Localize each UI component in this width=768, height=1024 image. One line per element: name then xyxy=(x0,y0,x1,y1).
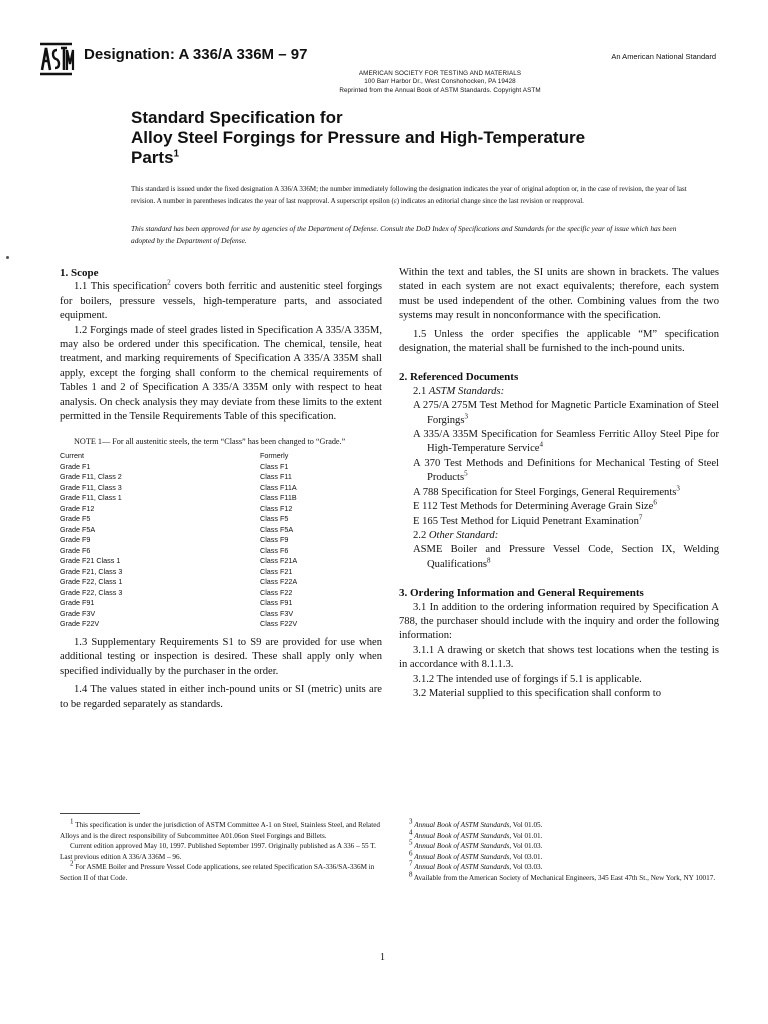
footnote: 2 For ASME Boiler and Pressure Vessel Code applications, see related Specification SA-336/SA-336M in Section II of that Code. xyxy=(60,859,375,882)
grade-formerly: Class F5A xyxy=(260,524,294,534)
note-1: NOTE 1— For all austenitic steels, the term “Class” has been changed to “Grade.” xyxy=(74,437,346,447)
title-line-1: Standard Specification for xyxy=(131,108,343,127)
grade-current: Grade F11, Class 2 xyxy=(60,472,122,482)
grade-row xyxy=(60,462,382,473)
footnote: 6 Annual Book of ASTM Standards, Vol 03.01. xyxy=(409,849,543,861)
footnote: 5 Annual Book of ASTM Standards, Vol 01.03. xyxy=(409,838,543,850)
scan-mark xyxy=(6,256,9,259)
grade-row xyxy=(60,619,382,630)
grade-formerly: Class F11B xyxy=(260,493,297,503)
paragraph-1-4: 1.4 The values stated in either inch-pound units or SI (metric) units are to be regarded separately as standards. xyxy=(60,684,382,710)
grade-current: Grade F5A xyxy=(60,524,96,534)
paragraph-3-1-1: 3.1.1 A drawing or sketch that shows test locations when the testing is in accordance with 8.1.1.3. xyxy=(399,644,719,671)
grade-current: Grade F22V xyxy=(60,619,100,629)
grade-formerly: Class F6 xyxy=(260,545,289,555)
footnote: 4 Annual Book of ASTM Standards, Vol 01.01. xyxy=(409,828,543,840)
footnote: 1 This specification is under the jurisdiction of ASTM Committee A-1 on Steel, Stainless Steel, and Related Alloys and is the direct responsibility of Subcommittee A01.06on Steel Forgings and Billets. xyxy=(60,817,380,840)
footnotes-right xyxy=(399,813,719,883)
grade-table xyxy=(60,451,382,630)
referenced-documents-heading: 2. Referenced Documents xyxy=(399,371,519,384)
grade-row xyxy=(60,609,382,620)
grade-formerly: Class F11 xyxy=(260,472,292,482)
reference-item: A 275/A 275M Test Method for Magnetic Particle Examination of Steel Forgings$^3$ xyxy=(413,400,719,426)
grade-current: Grade F3V xyxy=(60,608,96,618)
grade-formerly: Class F5 xyxy=(260,514,289,524)
paragraph-1-2: 1.2 Forgings made of steel grades listed in Specification A 335/A 335M, may also be ordered under this specification. The chemical, tensile, heat treatment, and marking requirements of Specification A 335/A 335M shall apply, except the forging shall conform to the chemical requirements of Tables 1 and 2 of Specification A 335/A 335M only with respect to heat analysis. On check analysis they may deviate from these limits to the extent permitted in the Tensile Requirements Table of this specification. xyxy=(60,324,382,423)
reference-item: E 165 Test Method for Liquid Penetrant Examination$^7$ xyxy=(413,512,643,527)
reprint-notice: Reprinted from the Annual Book of ASTM Standards. Copyright ASTM xyxy=(339,86,541,94)
paragraph-1-4-continued: Within the text and tables, the SI units are shown in brackets. The values stated in each system are not exact equivalents; therefore, each system must be used independent of the other. Combining values from the two systems may result in nonconformance with the specification. xyxy=(399,267,719,322)
grade-current: Grade F11, Class 1 xyxy=(60,493,122,503)
footnotes-left xyxy=(60,813,380,883)
grade-row xyxy=(60,588,382,599)
grade-formerly: Class F11A xyxy=(260,482,297,492)
grade-row xyxy=(60,567,382,578)
grade-row xyxy=(60,483,382,494)
society-name: AMERICAN SOCIETY FOR TESTING AND MATERIALS xyxy=(358,70,522,77)
society-address: 100 Barr Harbor Dr., West Conshohocken, PA 19428 xyxy=(364,78,516,86)
dod-approval-notice: This standard has been approved for use by agencies of the Department of Defense. Consult the DoD Index of Specifications and Standards for the specific year of issue which has been adopted by the Department of Defense. xyxy=(131,224,677,245)
footnote: 3 Annual Book of ASTM Standards, Vol 01.05. xyxy=(409,817,543,829)
grade-row xyxy=(60,472,382,483)
title-footnote-mark: 1 xyxy=(173,148,180,160)
ordering-heading: 3. Ordering Information and General Requirements xyxy=(399,587,644,600)
paragraph-3-1: 3.1 In addition to the ordering information required by Specification A 788, the purchaser should include with the inquiry and order the following information: xyxy=(399,601,719,642)
footnote: 8 Available from the American Society of Mechanical Engineers, 345 East 47th St., New York, NY 10017. xyxy=(409,870,716,882)
grade-current: Grade F5 xyxy=(60,514,91,524)
right-column xyxy=(399,266,719,701)
astm-reference-list xyxy=(399,399,719,529)
title-line-3: Parts xyxy=(131,148,174,167)
scope-heading: 1. Scope xyxy=(60,267,99,279)
reference-item: A 335/A 335M Specification for Seamless Ferritic Alloy Steel Pipe for High-Temperature Service$^4$ xyxy=(413,429,719,455)
astm-logo xyxy=(36,40,76,78)
grade-current: Grade F22, Class 1 xyxy=(60,577,123,587)
reference-item: A 788 Specification for Steel Forgings, General Requirements$^3$ xyxy=(413,484,680,498)
paragraph-2-2: 2.2 Other Standard: xyxy=(413,529,499,541)
grade-row xyxy=(60,493,382,504)
footnote: 7 Annual Book of ASTM Standards, Vol 03.03. xyxy=(409,859,543,871)
asme-reference: ASME Boiler and Pressure Vessel Code, Section IX, Welding Qualifications$^8$ xyxy=(413,544,719,570)
grade-formerly: Class F22A xyxy=(260,577,298,587)
grade-formerly: Class F91 xyxy=(260,598,293,608)
grade-current: Grade F1 xyxy=(60,461,91,471)
national-standard-label: An American National Standard xyxy=(611,52,716,61)
left-column xyxy=(60,266,382,712)
grade-row xyxy=(60,535,382,546)
document-title xyxy=(131,108,691,168)
grade-current: Grade F6 xyxy=(60,545,91,555)
grade-row xyxy=(60,598,382,609)
grade-table-header: Current Formerly xyxy=(60,451,289,461)
grade-formerly: Class F21A xyxy=(260,556,298,566)
grade-current: Grade F21, Class 3 xyxy=(60,566,123,576)
footnote: Current edition approved May 10, 1997. Published September 1997. Originally published as A 336 – 55 T. Last previous edition A 336/A 336M – 96. xyxy=(60,842,376,861)
grade-row xyxy=(60,504,382,515)
reference-item: E 112 Test Methods for Determining Average Grain Size$^6$ xyxy=(413,498,657,513)
paragraph-1-3: 1.3 Supplementary Requirements S1 to S9 are provided for use when additional testing or inspection is desired. These shall apply only when specified individually by the purchaser in the order. xyxy=(60,636,382,677)
reference-item: A 370 Test Methods and Definitions for Mechanical Testing of Steel Products$^5$ xyxy=(413,457,719,484)
grade-current: Grade F11, Class 3 xyxy=(60,482,122,492)
title-line-2: Alloy Steel Forgings for Pressure and High-Temperature xyxy=(131,128,586,147)
society-info xyxy=(300,70,580,95)
grade-formerly: Class F3V xyxy=(260,608,294,618)
grade-row xyxy=(60,525,382,536)
paragraph-1-1: 1.1 This specification$^2$ covers both ferritic and austenitic steel forgings for boilers, pressure vessels, high-temperature parts, and associated equipment. xyxy=(60,278,382,322)
grade-formerly: Class F12 xyxy=(260,503,293,513)
paragraph-1-5: 1.5 Unless the order specifies the applicable “M” specification designation, the material shall be furnished to the inch-pound units. xyxy=(399,328,719,355)
issued-notice: This standard is issued under the fixed designation A 336/A 336M; the number immediately following the designation indicates the year of original adoption or, in the case of revision, the year of last revision. A number in parentheses indicates the year of last reapproval. A superscript epsilon (ε) indicates an editorial change since the last revision or reapproval. xyxy=(131,185,687,205)
grade-formerly: Class F22V xyxy=(260,619,298,629)
footnote-rule xyxy=(60,813,140,814)
paragraph-3-2: 3.2 Material supplied to this specification shall conform to xyxy=(413,687,662,699)
grade-row xyxy=(60,556,382,567)
page-number: 1 xyxy=(380,952,385,963)
grade-row xyxy=(60,546,382,557)
paragraph-2-1: 2.1 ASTM Standards: xyxy=(413,385,505,397)
grade-current: Grade F91 xyxy=(60,598,95,608)
paragraph-3-1-2: 3.1.2 The intended use of forgings if 5.1 is applicable. xyxy=(413,673,642,685)
grade-formerly: Class F21 xyxy=(260,566,293,576)
grade-formerly: Class F9 xyxy=(260,535,289,545)
grade-row xyxy=(60,514,382,525)
grade-formerly: Class F22 xyxy=(260,587,293,597)
designation: Designation: A 336/A 336M – 97 xyxy=(84,46,308,63)
grade-formerly: Class F1 xyxy=(260,461,289,471)
grade-row xyxy=(60,577,382,588)
grade-current: Grade F12 xyxy=(60,503,95,513)
grade-current: Grade F21 Class 1 xyxy=(60,556,121,566)
grade-current: Grade F9 xyxy=(60,535,91,545)
grade-current: Grade F22, Class 3 xyxy=(60,587,123,597)
